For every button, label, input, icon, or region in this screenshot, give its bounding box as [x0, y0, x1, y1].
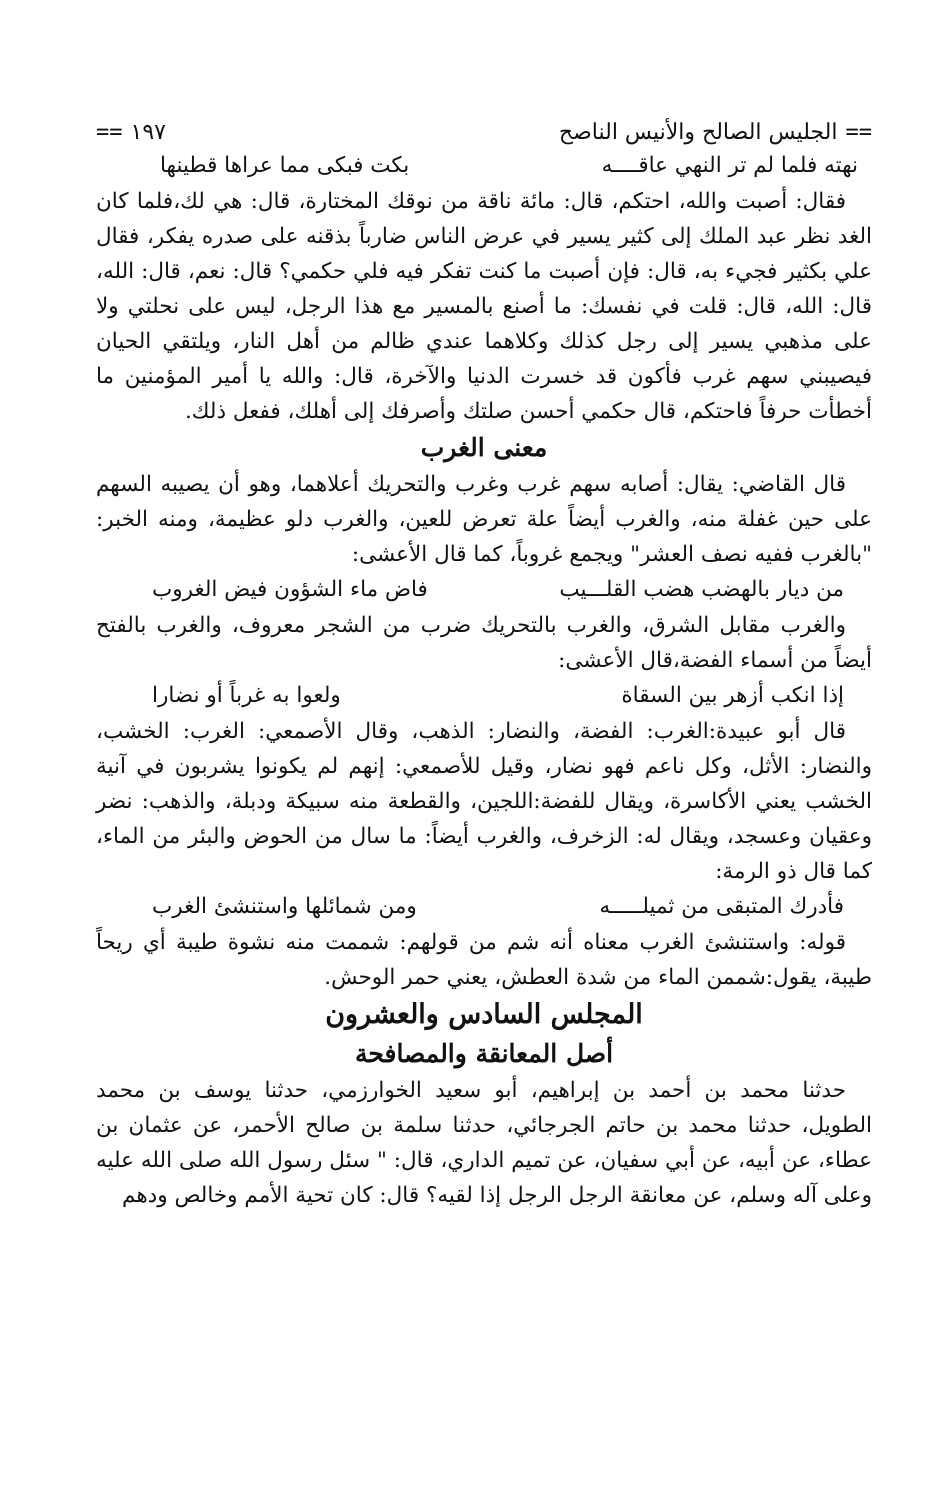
- book-page: [96, 118, 872, 1213]
- chapter-heading: المجلس السادس والعشرون: [325, 999, 643, 1030]
- verse-4-second-hemistich: ومن شمائلها واستنشئ الغرب: [152, 894, 417, 919]
- running-header: [96, 118, 872, 148]
- verse-1-second-hemistich: بكت فبكى مما عراها قطينها: [160, 153, 410, 178]
- verse-3-first-hemistich: إذا انكب أزهر بين السقاة: [621, 683, 844, 708]
- section-heading-embrace: أصل المعانقة والمصافحة: [354, 1039, 614, 1068]
- paragraph-4: [96, 714, 872, 889]
- header-title-group: [559, 118, 872, 148]
- verse-2-second-hemistich: فاض ماء الشؤون فيض الغروب: [152, 577, 428, 602]
- paragraph-5-text: قوله: واستنشئ الغرب معناه أنه شم من قولهم: شممت منه نشوة طيبة أي ريحاً طيبة، يقول:شممن الماء من شدة العطش، يعني حمر الوحش.: [96, 930, 872, 990]
- paragraph-6-text: حدثنا محمد بن أحمد بن إبراهيم، أبو سعيد الخوارزمي، حدثنا يوسف بن محمد الطويل، حدثنا محمد بن حاتم الجرجائي، حدثنا سلمة بن صالح الأحمر، عن عثمان بن عطاء، عن أبيه، عن أبي سفيان، عن تميم الداري، قال: " سئل رسول الله صلى الله عليه وعلى آله وسلم، عن معانقة الرجل الرجل إذا لقيه؟ قال: كان تحية الأمم وخالص ودهم: [96, 1078, 872, 1208]
- paragraph-3: [96, 608, 872, 678]
- header-right-rule: ==: [845, 120, 872, 145]
- paragraph-6: [96, 1073, 872, 1213]
- paragraph-4-text: قال أبو عبيدة:الغرب: الفضة، والنضار: الذهب، وقال الأصمعي: الغرب: الخشب، والنضار: الأثل، وكل ناعم فهو نضار، وقيل للأصمعي: إنهم لم يكونوا يشربون في آنية الخشب يعني الأكاسرة، ويقال للفضة:اللجين، والقطعة منه سبيكة ودبلة، والذهب: نضر وعقيان وعسجد، ويقال له: الزخرف، والغرب أيضاً: ما سال من الحوض والبئر من الماء، كما قال ذو الرمة:: [96, 719, 872, 884]
- section-heading-gharb: معنى الغرب: [420, 433, 548, 462]
- paragraph-2: [96, 467, 872, 572]
- verse-3-second-hemistich: ولعوا به غرباً أو نضارا: [152, 683, 341, 708]
- verse-2-first-hemistich: من ديار بالهضب هضب القلـــيب: [559, 577, 844, 602]
- verse-line-2: [96, 572, 872, 608]
- verse-1-first-hemistich: نهته فلما لم تر النهي عاقــــه: [601, 153, 858, 178]
- paragraph-2-text: قال القاضي: يقال: أصابه سهم غرب وغرب والتحريك أعلاهما، وهو أن يصيبه السهم على حين غفلة منه، والغرب أيضاً علة تعرض للعين، والغرب دلو عظيمة، ومنه الخبر: "بالغرب ففيه نصف العشر" ويجمع غروباً، كما قال الأعشى:: [96, 472, 872, 567]
- paragraph-1: [96, 184, 872, 429]
- verse-line-3: [96, 678, 872, 714]
- header-page-group: [96, 118, 166, 148]
- verse-line-1: [96, 148, 872, 184]
- paragraph-5: [96, 925, 872, 995]
- paragraph-1-text: فقال: أصبت والله، احتكم، قال: مائة ناقة من نوقك المختارة، قال: هي لك،فلما كان الغد نظر عبد الملك إلى كثير يسير في عرض الناس ضارباً بذقنه على صدره يفكر، فقال علي بكثير فجيء به، قال: فإن أصبت ما كنت تفكر فيه فلي حكمي؟ قال: نعم، قال: الله، قال: الله، قال: قلت في نفسك: ما أصنع بالمسير مع هذا الرجل، ليس على نحلتي ولا على مذهبي يسير إلى رجل كذلك وكلاهما عندي ظالم من أهل النار، ويلتقي الحيان فيصيبني سهم غرب فأكون قد خسرت الدنيا والآخرة، قال: والله يا أمير المؤمنين ما أخطأت حرفاً فاحتكم، قال حكمي أحسن صلتك وأصرفك إلى أهلك، ففعل ذلك.: [96, 189, 872, 424]
- verse-line-4: [96, 889, 872, 925]
- header-page-number: ١٩٧: [130, 120, 166, 145]
- header-book-title: الجليس الصالح والأنيس الناصح: [558, 120, 838, 145]
- paragraph-3-text: والغرب مقابل الشرق، والغرب بالتحريك ضرب من الشجر معروف، والغرب بالفتح أيضاً من أسماء الفضة،قال الأعشى:: [96, 613, 872, 673]
- header-left-rule: ==: [96, 120, 123, 145]
- verse-4-first-hemistich: فأدرك المتبقى من ثميلـــــه: [599, 894, 844, 919]
